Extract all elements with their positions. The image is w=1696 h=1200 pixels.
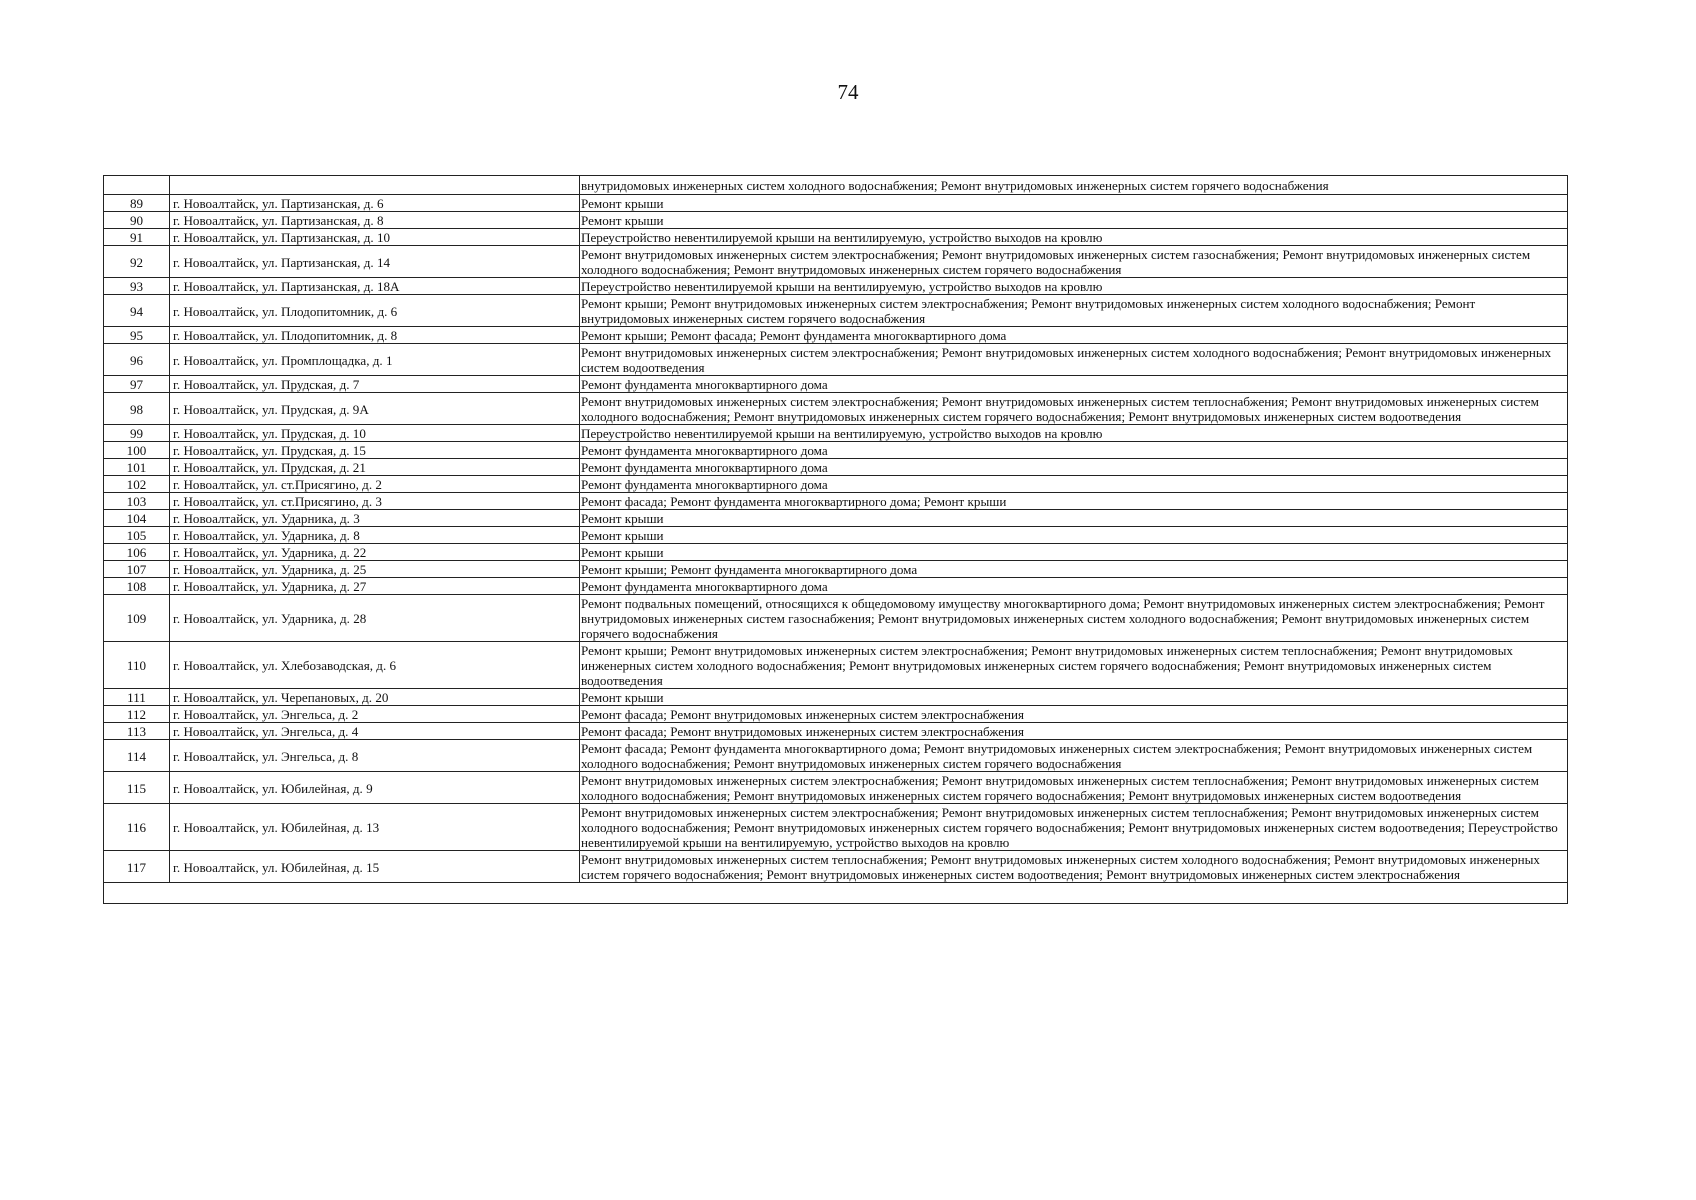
address-cell: г. Новоалтайск, ул. Партизанская, д. 6 [170, 195, 580, 212]
row-number-cell: 108 [104, 578, 170, 595]
table-row [104, 459, 1568, 476]
works-cell: Ремонт фасада; Ремонт фундамента многоквартирного дома; Ремонт крыши [580, 493, 1568, 510]
table-row [104, 476, 1568, 493]
table-row [104, 229, 1568, 246]
address-cell: г. Новоалтайск, ул. Ударника, д. 22 [170, 544, 580, 561]
address-cell: г. Новоалтайск, ул. Черепановых, д. 20 [170, 689, 580, 706]
works-cell: Ремонт внутридомовых инженерных систем электроснабжения; Ремонт внутридомовых инженерных систем газоснабжения; Ремонт внутридомовых инженерных систем холодного водоснабжения; Ремонт внутридомовых инженерных систем горячего водоснабжения [580, 246, 1568, 278]
row-number-cell: 99 [104, 425, 170, 442]
work-list-table [103, 175, 1568, 904]
row-number-cell: 94 [104, 295, 170, 327]
works-cell: Ремонт фундамента многоквартирного дома [580, 376, 1568, 393]
row-number-cell: 102 [104, 476, 170, 493]
works-cell: Ремонт крыши; Ремонт фасада; Ремонт фундамента многоквартирного дома [580, 327, 1568, 344]
address-cell: г. Новоалтайск, ул. Ударника, д. 28 [170, 595, 580, 642]
works-cell: Ремонт фасада; Ремонт внутридомовых инженерных систем электроснабжения [580, 723, 1568, 740]
works-cell: Переустройство невентилируемой крыши на вентилируемую, устройство выходов на кровлю [580, 425, 1568, 442]
works-cell: Ремонт крыши; Ремонт внутридомовых инженерных систем электроснабжения; Ремонт внутридомовых инженерных систем холодного водоснабжения; Ремонт внутридомовых инженерных систем горячего водоснабжения [580, 295, 1568, 327]
empty-end-row [104, 883, 1568, 904]
table-row [104, 327, 1568, 344]
table-row [104, 723, 1568, 740]
table-row [104, 442, 1568, 459]
table-row [104, 510, 1568, 527]
works-cell: Ремонт фасада; Ремонт фундамента многоквартирного дома; Ремонт внутридомовых инженерных систем электроснабжения; Ремонт внутридомовых инженерных систем холодного водоснабжения; Ремонт внутридомовых инженерных систем горячего водоснабжения [580, 740, 1568, 772]
address-cell: г. Новоалтайск, ул. Партизанская, д. 10 [170, 229, 580, 246]
table-row [104, 527, 1568, 544]
works-cell: Переустройство невентилируемой крыши на вентилируемую, устройство выходов на кровлю [580, 278, 1568, 295]
table-row [104, 578, 1568, 595]
row-number-cell: 96 [104, 344, 170, 376]
address-cell: г. Новоалтайск, ул. Промплощадка, д. 1 [170, 344, 580, 376]
address-cell: г. Новоалтайск, ул. ст.Присягино, д. 2 [170, 476, 580, 493]
address-cell: г. Новоалтайск, ул. Партизанская, д. 14 [170, 246, 580, 278]
row-number-cell: 93 [104, 278, 170, 295]
table-row [104, 246, 1568, 278]
works-cell: Ремонт крыши; Ремонт фундамента многоквартирного дома [580, 561, 1568, 578]
address-cell: г. Новоалтайск, ул. Плодопитомник, д. 8 [170, 327, 580, 344]
address-cell: г. Новоалтайск, ул. Ударника, д. 25 [170, 561, 580, 578]
address-cell: г. Новоалтайск, ул. Энгельса, д. 4 [170, 723, 580, 740]
address-cell: г. Новоалтайск, ул. Энгельса, д. 2 [170, 706, 580, 723]
table-row [104, 706, 1568, 723]
row-number-cell: 106 [104, 544, 170, 561]
works-cell: Ремонт фасада; Ремонт внутридомовых инженерных систем электроснабжения [580, 706, 1568, 723]
row-number-cell: 109 [104, 595, 170, 642]
table-row [104, 278, 1568, 295]
table-row [104, 212, 1568, 229]
table-row [104, 689, 1568, 706]
row-number-cell: 95 [104, 327, 170, 344]
address-cell: г. Новоалтайск, ул. Партизанская, д. 8 [170, 212, 580, 229]
row-number-cell: 116 [104, 804, 170, 851]
table-row [104, 561, 1568, 578]
address-cell: г. Новоалтайск, ул. Юбилейная, д. 15 [170, 851, 580, 883]
row-number-cell: 91 [104, 229, 170, 246]
address-cell: г. Новоалтайск, ул. Юбилейная, д. 9 [170, 772, 580, 804]
table-row [104, 425, 1568, 442]
table-row [104, 295, 1568, 327]
row-number-cell: 112 [104, 706, 170, 723]
page-number: 74 [837, 80, 859, 104]
works-cell: Ремонт крыши; Ремонт внутридомовых инженерных систем электроснабжения; Ремонт внутридомовых инженерных систем теплоснабжения; Ремонт внутридомовых инженерных систем холодного водоснабжения; Ремонт внутридомовых инженерных систем горячего водоснабжения; Ремонт внутридомовых инженерных систем водоотведения [580, 642, 1568, 689]
table-row [104, 393, 1568, 425]
works-cell: Ремонт внутридомовых инженерных систем электроснабжения; Ремонт внутридомовых инженерных систем холодного водоснабжения; Ремонт внутридомовых инженерных систем водоотведения [580, 344, 1568, 376]
works-cell: внутридомовых инженерных систем холодного водоснабжения; Ремонт внутридомовых инженерных систем горячего водоснабжения [580, 176, 1568, 195]
works-cell: Ремонт крыши [580, 212, 1568, 229]
row-number-cell: 103 [104, 493, 170, 510]
address-cell: г. Новоалтайск, ул. Ударника, д. 27 [170, 578, 580, 595]
address-cell: г. Новоалтайск, ул. Ударника, д. 3 [170, 510, 580, 527]
address-cell: г. Новоалтайск, ул. Энгельса, д. 8 [170, 740, 580, 772]
row-number-cell: 101 [104, 459, 170, 476]
works-cell: Ремонт крыши [580, 527, 1568, 544]
address-cell: г. Новоалтайск, ул. ст.Присягино, д. 3 [170, 493, 580, 510]
address-cell: г. Новоалтайск, ул. Прудская, д. 21 [170, 459, 580, 476]
table-row [104, 740, 1568, 772]
table-row [104, 595, 1568, 642]
works-cell: Ремонт внутридомовых инженерных систем электроснабжения; Ремонт внутридомовых инженерных систем теплоснабжения; Ремонт внутридомовых инженерных систем холодного водоснабжения; Ремонт внутридомовых инженерных систем горячего водоснабжения; Ремонт внутридомовых инженерных систем водоотведения; Переустройство невентилируемой крыши на вентилируемую, устройство выходов на кровлю [580, 804, 1568, 851]
table-row [104, 772, 1568, 804]
table-row [104, 804, 1568, 851]
address-cell: г. Новоалтайск, ул. Юбилейная, д. 13 [170, 804, 580, 851]
row-number-cell: 111 [104, 689, 170, 706]
table-row [104, 642, 1568, 689]
row-number-cell: 113 [104, 723, 170, 740]
row-number-cell: 92 [104, 246, 170, 278]
continuation-row [104, 176, 1568, 195]
works-cell: Ремонт крыши [580, 689, 1568, 706]
empty-end-cell [104, 883, 1568, 904]
row-number-cell: 89 [104, 195, 170, 212]
table-row [104, 195, 1568, 212]
address-cell: г. Новоалтайск, ул. Прудская, д. 15 [170, 442, 580, 459]
works-cell: Ремонт крыши [580, 510, 1568, 527]
works-cell: Ремонт внутридомовых инженерных систем электроснабжения; Ремонт внутридомовых инженерных систем теплоснабжения; Ремонт внутридомовых инженерных систем холодного водоснабжения; Ремонт внутридомовых инженерных систем горячего водоснабжения; Ремонт внутридомовых инженерных систем водоотведения [580, 393, 1568, 425]
table-row [104, 344, 1568, 376]
works-cell: Ремонт фундамента многоквартирного дома [580, 442, 1568, 459]
table-row [104, 544, 1568, 561]
address-cell: г. Новоалтайск, ул. Прудская, д. 7 [170, 376, 580, 393]
address-cell: г. Новоалтайск, ул. Хлебозаводская, д. 6 [170, 642, 580, 689]
table-row [104, 376, 1568, 393]
works-cell: Ремонт подвальных помещений, относящихся к общедомовому имуществу многоквартирного дома; Ремонт внутридомовых инженерных систем электроснабжения; Ремонт внутридомовых инженерных систем газоснабжения; Ремонт внутридомовых инженерных систем холодного водоснабжения; Ремонт внутридомовых инженерных систем горячего водоснабжения [580, 595, 1568, 642]
row-number-cell: 104 [104, 510, 170, 527]
row-number-cell: 114 [104, 740, 170, 772]
address-cell: г. Новоалтайск, ул. Прудская, д. 9А [170, 393, 580, 425]
works-cell: Ремонт фундамента многоквартирного дома [580, 476, 1568, 493]
address-cell [170, 176, 580, 195]
address-cell: г. Новоалтайск, ул. Ударника, д. 8 [170, 527, 580, 544]
row-number-cell: 110 [104, 642, 170, 689]
row-number-cell: 107 [104, 561, 170, 578]
row-number-cell: 117 [104, 851, 170, 883]
row-number-cell: 98 [104, 393, 170, 425]
table-row [104, 851, 1568, 883]
works-cell: Переустройство невентилируемой крыши на вентилируемую, устройство выходов на кровлю [580, 229, 1568, 246]
table-row [104, 493, 1568, 510]
row-number-cell: 100 [104, 442, 170, 459]
address-cell: г. Новоалтайск, ул. Партизанская, д. 18А [170, 278, 580, 295]
works-cell: Ремонт фундамента многоквартирного дома [580, 578, 1568, 595]
address-cell: г. Новоалтайск, ул. Прудская, д. 10 [170, 425, 580, 442]
row-number-cell: 105 [104, 527, 170, 544]
row-number-cell: 90 [104, 212, 170, 229]
works-cell: Ремонт внутридомовых инженерных систем теплоснабжения; Ремонт внутридомовых инженерных систем холодного водоснабжения; Ремонт внутридомовых инженерных систем горячего водоснабжения; Ремонт внутридомовых инженерных систем водоотведения; Ремонт внутридомовых инженерных систем электроснабжения [580, 851, 1568, 883]
works-cell: Ремонт крыши [580, 195, 1568, 212]
row-number-cell: 115 [104, 772, 170, 804]
row-number-cell: 97 [104, 376, 170, 393]
table-body [104, 176, 1568, 904]
works-cell: Ремонт фундамента многоквартирного дома [580, 459, 1568, 476]
row-number-cell [104, 176, 170, 195]
address-cell: г. Новоалтайск, ул. Плодопитомник, д. 6 [170, 295, 580, 327]
works-cell: Ремонт крыши [580, 544, 1568, 561]
works-cell: Ремонт внутридомовых инженерных систем электроснабжения; Ремонт внутридомовых инженерных систем теплоснабжения; Ремонт внутридомовых инженерных систем холодного водоснабжения; Ремонт внутридомовых инженерных систем горячего водоснабжения; Ремонт внутридомовых инженерных систем водоотведения [580, 772, 1568, 804]
